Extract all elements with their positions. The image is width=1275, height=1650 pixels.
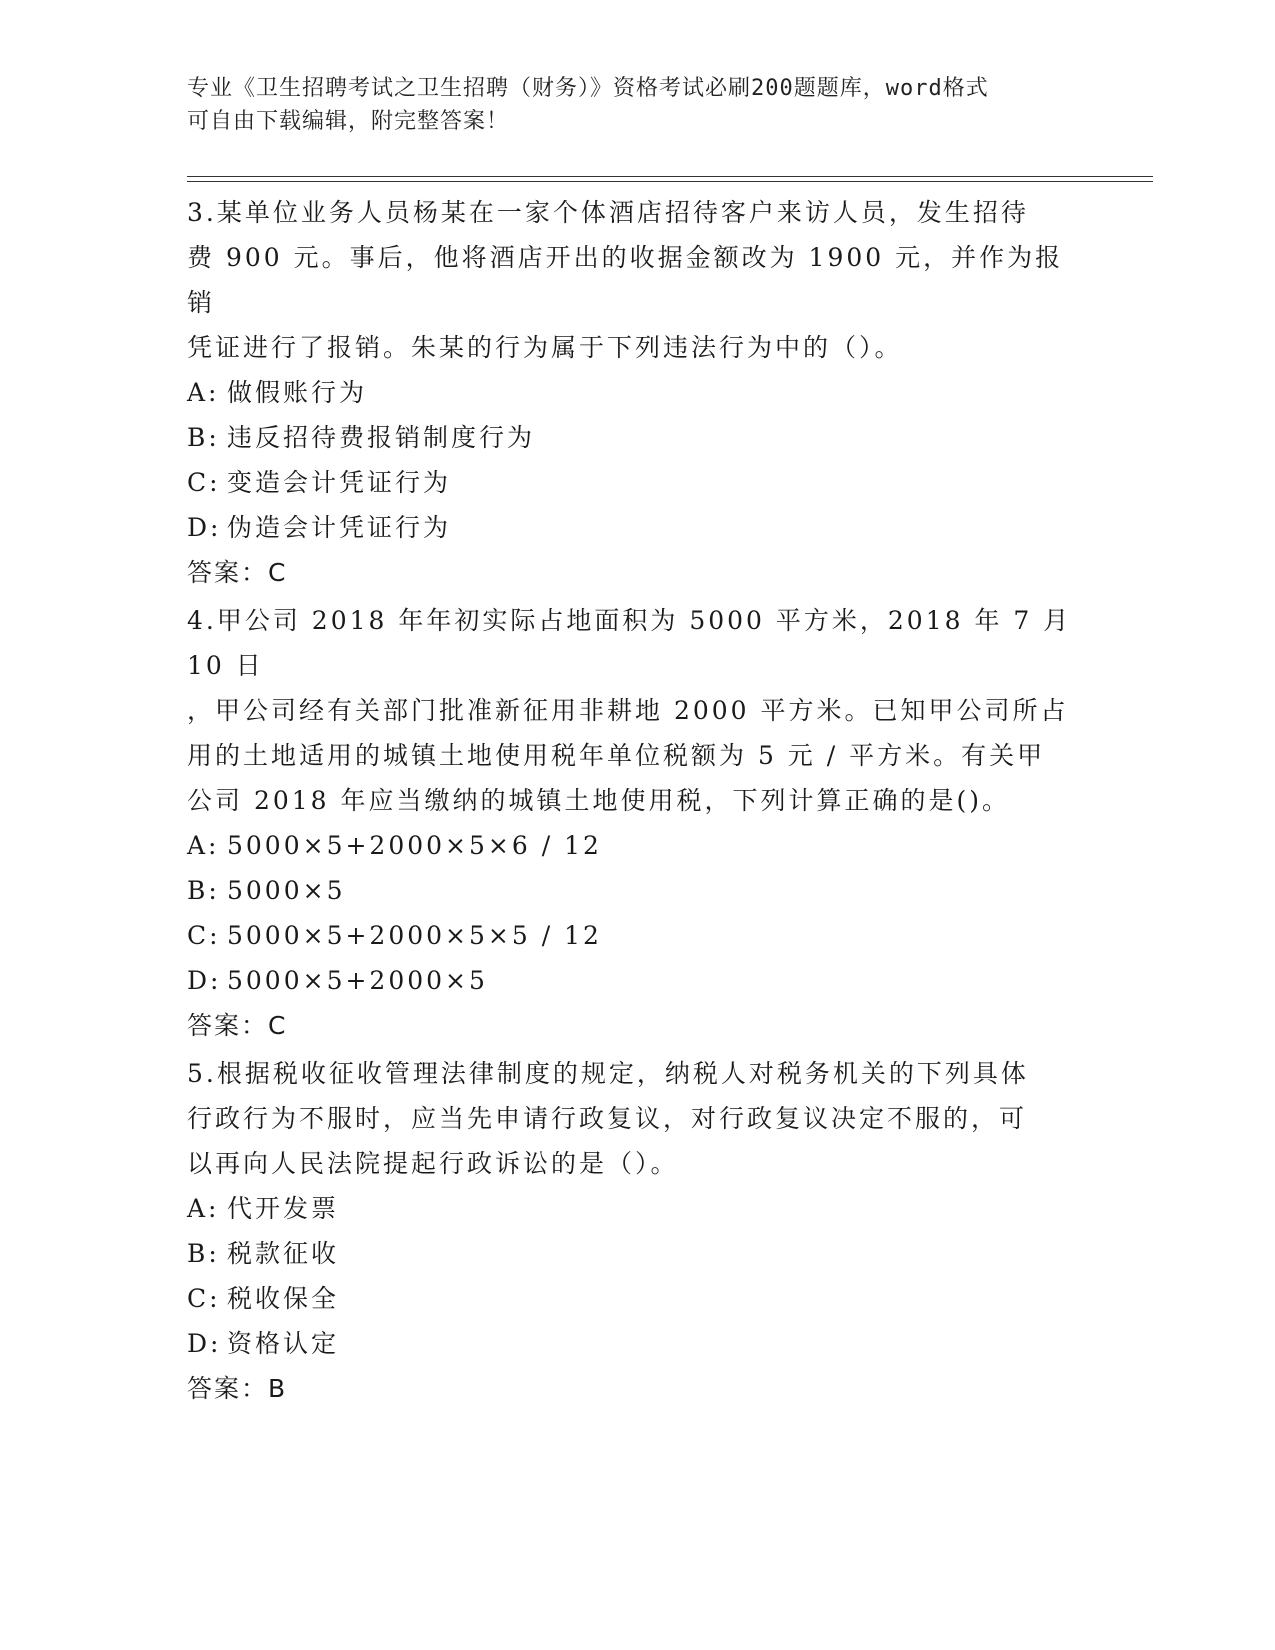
- question-block: [187, 190, 1087, 595]
- option-d: [187, 505, 1087, 550]
- option-text: 税收保全: [227, 1284, 340, 1313]
- option-c: [187, 913, 1087, 958]
- option-text: 税款征收: [227, 1239, 340, 1268]
- option-key: A:: [187, 378, 220, 407]
- question-stem-line: 以再向人民法院提起行政诉讼的是（）。: [187, 1149, 679, 1178]
- option-key: A:: [187, 1194, 220, 1223]
- option-a: [187, 1186, 1087, 1231]
- option-d: [187, 958, 1087, 1003]
- option-text: 违反招待费报销制度行为: [227, 423, 536, 452]
- option-key: D:: [187, 1329, 222, 1358]
- option-text: 5000×5+2000×5: [227, 966, 488, 995]
- option-text: 变造会计凭证行为: [227, 468, 452, 497]
- question-block: [187, 598, 1087, 1048]
- option-a: [187, 823, 1087, 868]
- question-stem-line: 行政行为不服时，应当先申请行政复议，对行政复议决定不服的，可: [187, 1104, 1028, 1133]
- answer-line: 答案：C: [187, 558, 288, 587]
- option-b: [187, 1231, 1087, 1276]
- question-block: [187, 1051, 1087, 1411]
- question-stem-line: 4.甲公司 2018 年年初实际占地面积为 5000 平方米，2018 年 7 月 10 日: [187, 606, 1072, 680]
- answer-line: 答案：C: [187, 1011, 288, 1040]
- option-text: 5000×5+2000×5×6 / 12: [227, 831, 602, 860]
- option-text: 5000×5+2000×5×5 / 12: [227, 921, 602, 950]
- option-key: D:: [187, 513, 222, 542]
- answer-line: 答案：B: [187, 1374, 288, 1403]
- option-key: C:: [187, 468, 221, 497]
- header-divider-bottom: [187, 181, 1153, 182]
- question-stem-line: ，甲公司经有关部门批准新征用非耕地 2000 平方米。已知甲公司所占: [187, 696, 1069, 725]
- question-stem-line: 凭证进行了报销。朱某的行为属于下列违法行为中的（）。: [187, 333, 903, 362]
- option-c: [187, 1276, 1087, 1321]
- option-a: [187, 370, 1087, 415]
- option-text: 代开发票: [227, 1194, 340, 1223]
- header-divider-top: [187, 176, 1153, 177]
- option-key: A:: [187, 831, 220, 860]
- option-text: 伪造会计凭证行为: [227, 513, 452, 542]
- option-text: 做假账行为: [227, 378, 368, 407]
- header-line-2: 可自由下载编辑，附完整答案！: [187, 109, 510, 134]
- option-c: [187, 460, 1087, 505]
- question-stem-line: 3.某单位业务人员杨某在一家个体酒店招待客户来访人员，发生招待: [187, 198, 1029, 227]
- question-stem-line: 5.根据税收征收管理法律制度的规定，纳税人对税务机关的下列具体: [187, 1059, 1029, 1088]
- option-text: 资格认定: [227, 1329, 340, 1358]
- option-text: 5000×5: [227, 876, 346, 905]
- question-stem-line: 公司 2018 年应当缴纳的城镇土地使用税，下列计算正确的是()。: [187, 786, 1011, 815]
- question-stem-line: 费 900 元。事后，他将酒店开出的收据金额改为 1900 元，并作为报销: [187, 243, 1064, 317]
- option-key: C:: [187, 921, 221, 950]
- option-d: [187, 1321, 1087, 1366]
- option-key: D:: [187, 966, 222, 995]
- document-header: [187, 72, 1087, 138]
- option-key: B:: [187, 876, 220, 905]
- question-stem-line: 用的土地适用的城镇土地使用税年单位税额为 5 元 / 平方米。有关甲: [187, 741, 1046, 770]
- option-b: [187, 868, 1087, 913]
- option-key: B:: [187, 1239, 220, 1268]
- option-b: [187, 415, 1087, 460]
- option-key: B:: [187, 423, 220, 452]
- header-line-1: 专业《卫生招聘考试之卫生招聘（财务）》资格考试必刷200题题库，word格式: [187, 76, 989, 101]
- option-key: C:: [187, 1284, 221, 1313]
